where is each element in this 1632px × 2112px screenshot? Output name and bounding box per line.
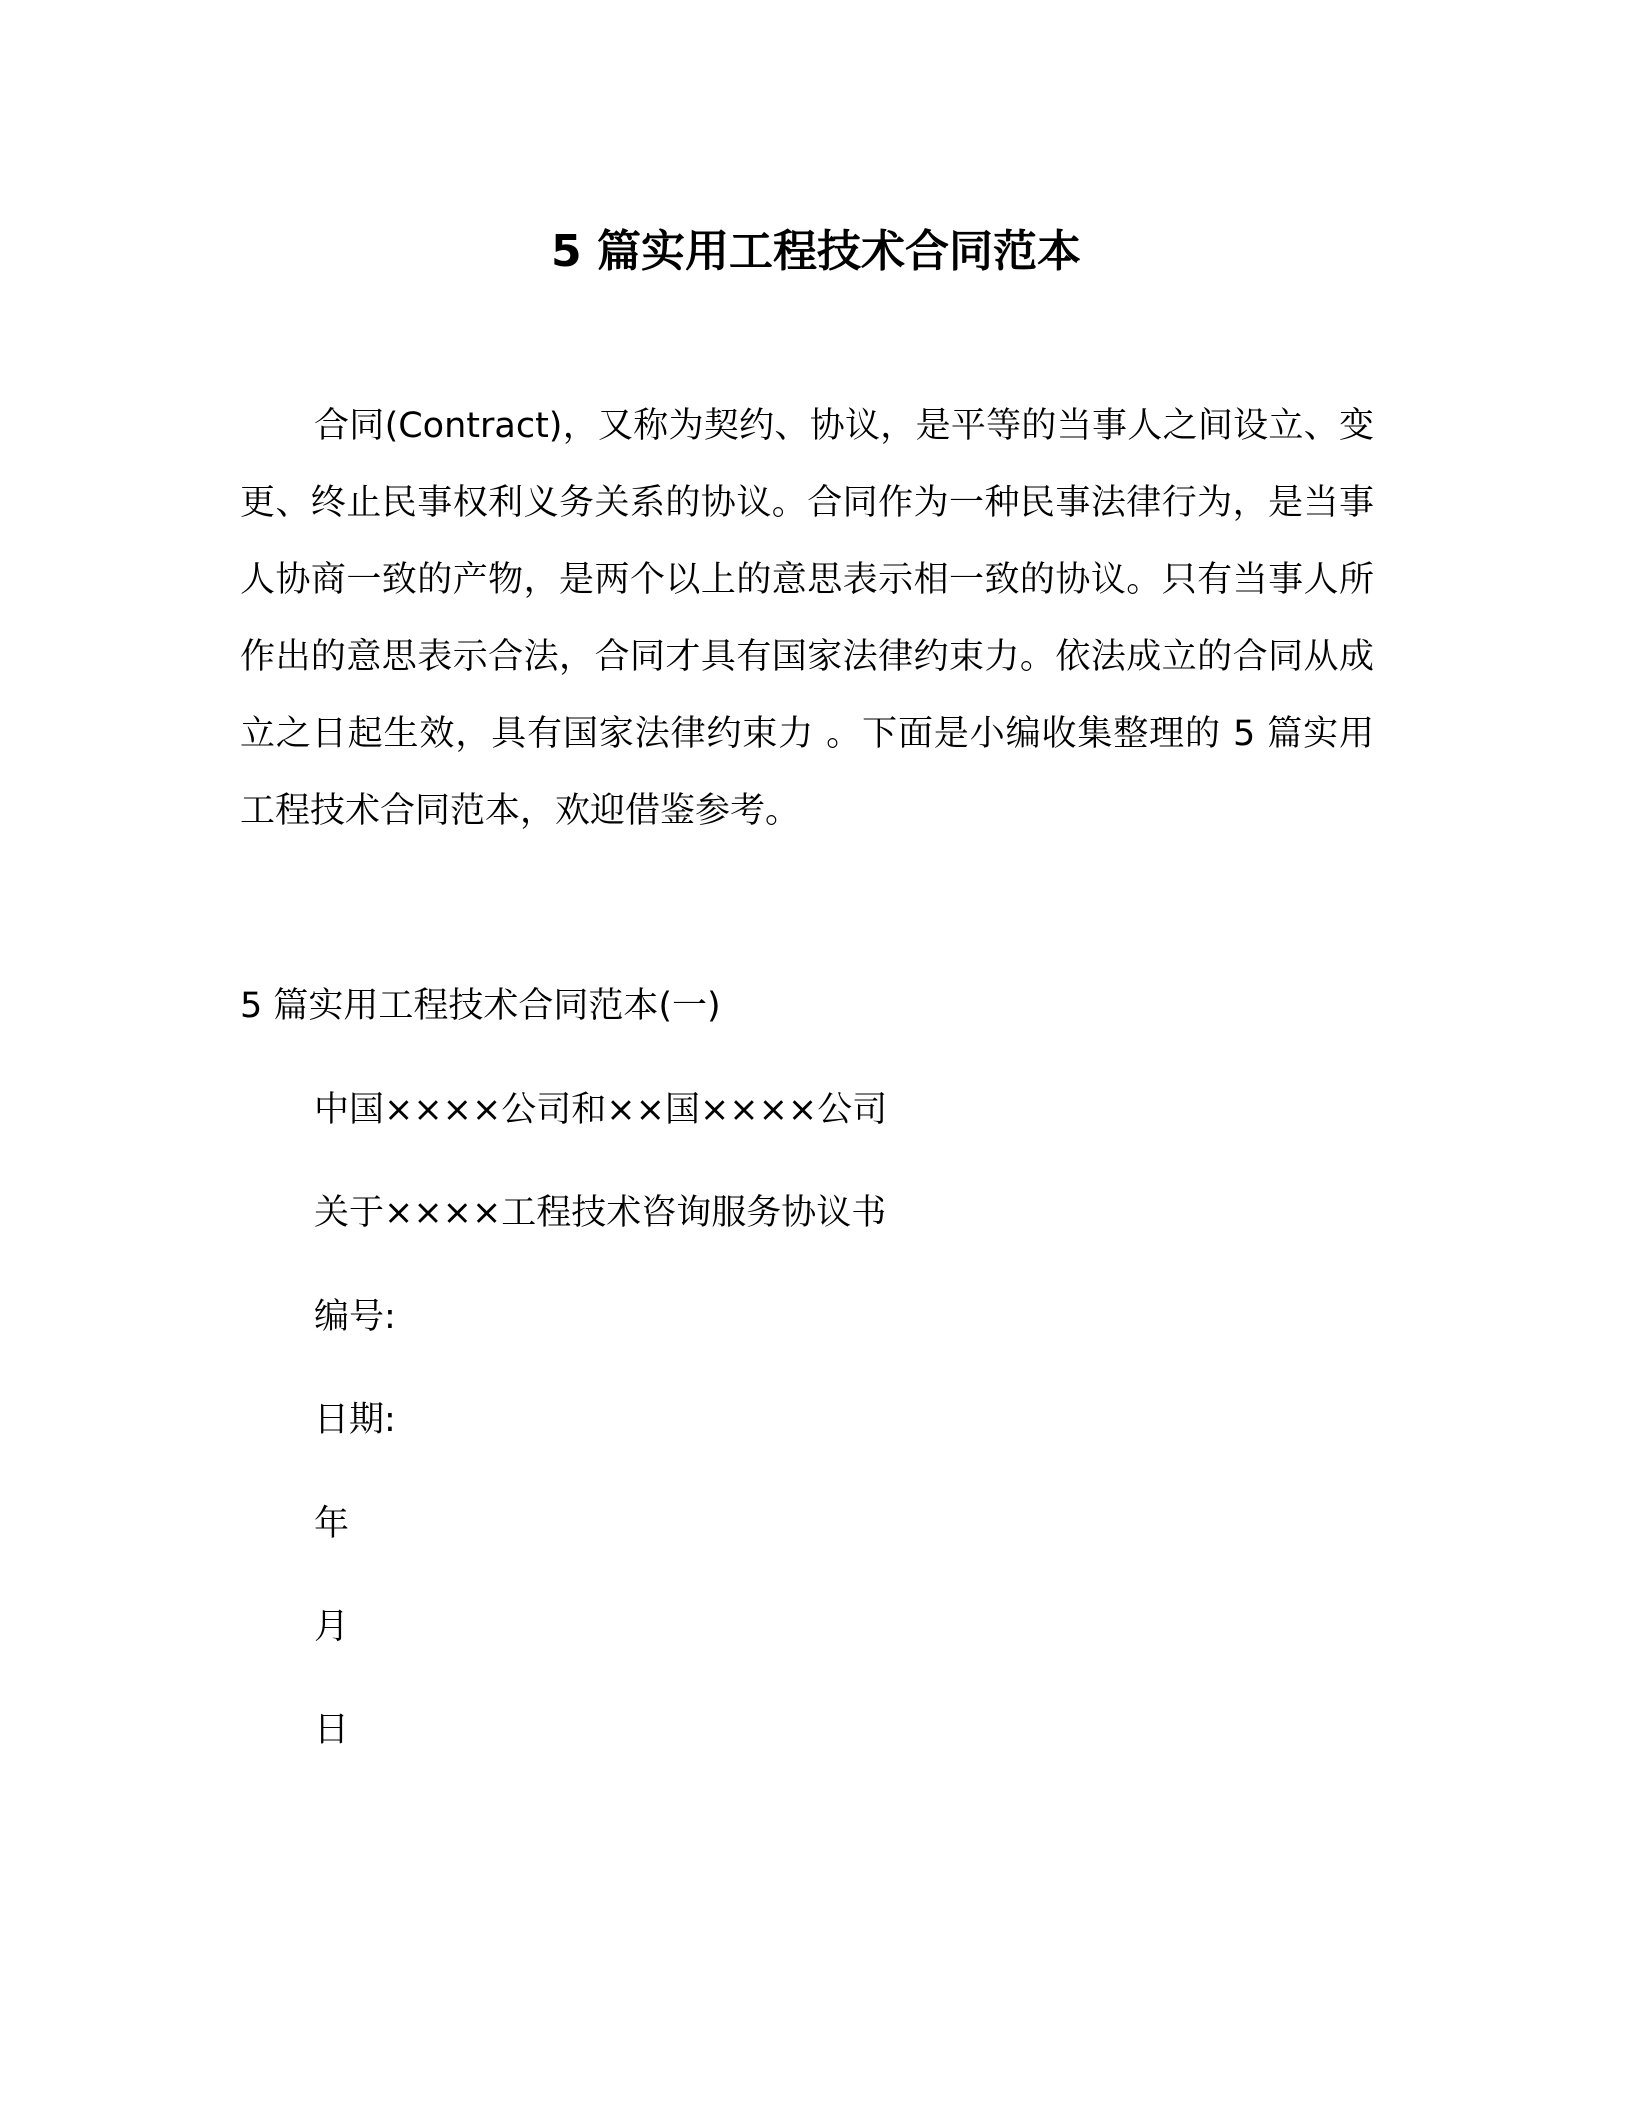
number-label: 编号: [314, 1297, 396, 1337]
intro-paragraph: 合同(Contract)，又称为契约、协议，是平等的当事人之间设立、变更、终止民事权利义务关系的协议。合同作为一种民事法律行为，是当事人协商一致的产物，是两个以上的意思表示相一致的协议。只有当事人所作出的意思表示合法，合同才具有国家法律约束力。依法成立的合同从成立之日起生效，具有国家法律约束力 。下面是小编收集整理的 5 篇实用工程技术合同范本，欢迎借鉴参考。 [240, 406, 1374, 831]
date-label: 日期: [314, 1400, 396, 1440]
day-label: 日 [314, 1710, 350, 1750]
year-label: 年 [314, 1504, 350, 1544]
section-heading: 5 篇实用工程技术合同范本(一) [240, 986, 721, 1026]
agreement-title-line: 关于××××工程技术咨询服务协议书 [314, 1193, 887, 1233]
contract-parties-line: 中国××××公司和××国××××公司 [314, 1090, 888, 1130]
document-title: 5 篇实用工程技术合同范本 [551, 226, 1081, 277]
month-label: 月 [314, 1607, 350, 1647]
